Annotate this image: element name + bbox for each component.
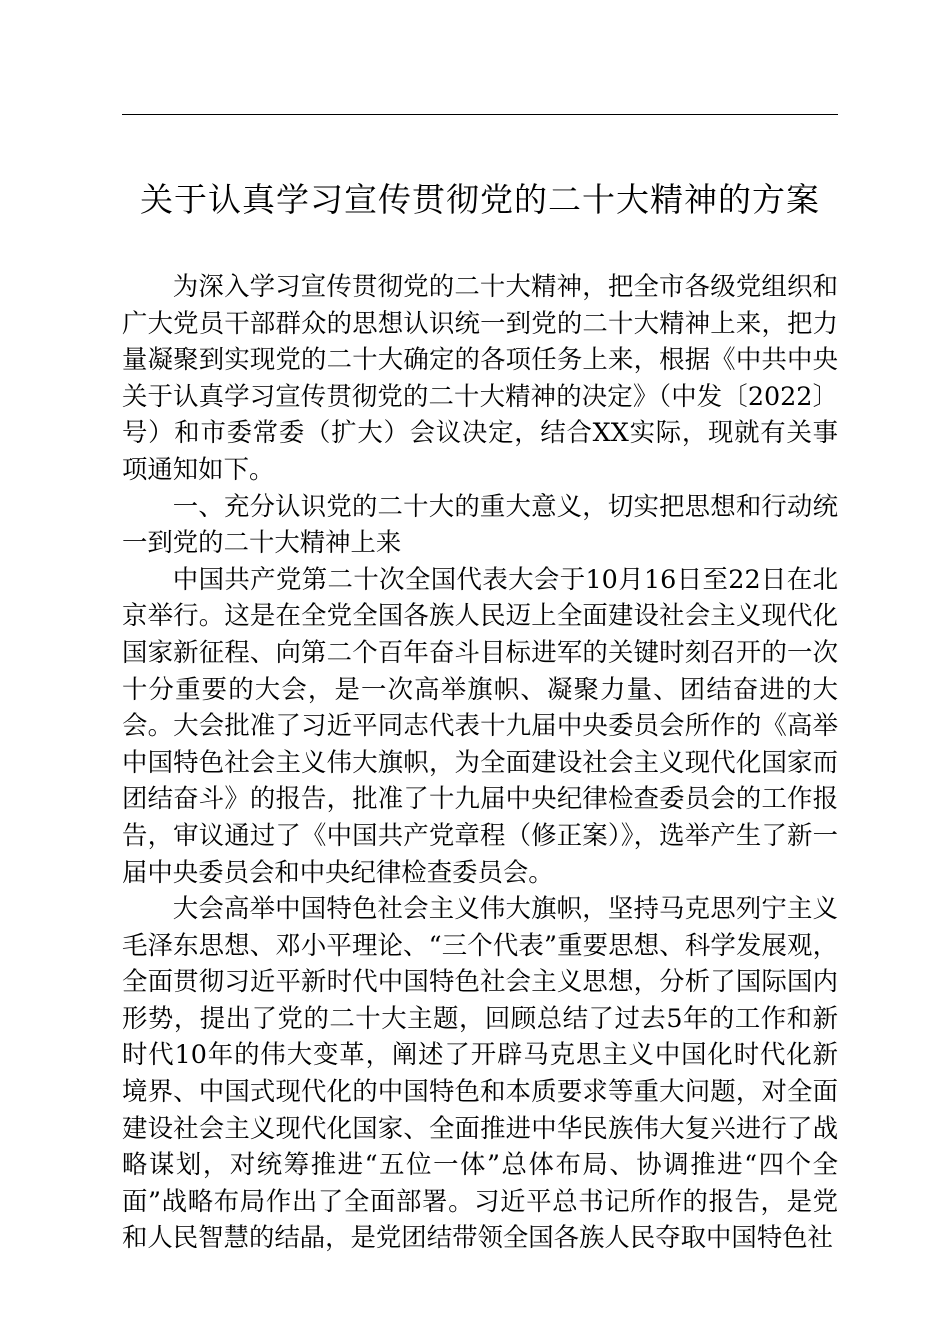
- document-body: [122, 268, 838, 1256]
- section-heading: 一、充分认识党的二十大的重大意义，切实把思想和行动统一到党的二十大精神上来: [122, 490, 838, 558]
- body-paragraph: 中国共产党第二十次全国代表大会于10月16日至22日在北京举行。这是在全党全国各族人民迈上全面建设社会主义现代化国家新征程、向第二个百年奋斗目标进军的关键时刻召开的一次十分重要的大会，是一次高举旗帜、凝聚力量、团结奋进的大会。大会批准了习近平同志代表十九届中央委员会所作的《高举中国特色社会主义伟大旗帜，为全面建设社会主义现代化国家而团结奋斗》的报告，批准了十九届中央纪律检查委员会的工作报告，审议通过了《中国共产党章程（修正案）》，选举产生了新一届中央委员会和中央纪律检查委员会。: [122, 563, 838, 887]
- intro-paragraph: 为深入学习宣传贯彻党的二十大精神，把全市各级党组织和广大党员干部群众的思想认识统一到党的二十大精神上来，把力量凝聚到实现党的二十大确定的各项任务上来，根据《中共中央关于认真学习宣传贯彻党的二十大精神的决定》（中发〔2022〕号）和市委常委（扩大）会议决定，结合XX实际，现就有关事项通知如下。: [122, 271, 838, 484]
- body-paragraph: 大会高举中国特色社会主义伟大旗帜，坚持马克思列宁主义毛泽东思想、邓小平理论、“三个代表”重要思想、科学发展观，全面贯彻习近平新时代中国特色社会主义思想，分析了国际国内形势，提出了党的二十大主题，回顾总结了过去5年的工作和新时代10年的伟大变革，阐述了开辟马克思主义中国化时代化新境界、中国式现代化的中国特色和本质要求等重大问题，对全面建设社会主义现代化国家、全面推进中华民族伟大复兴进行了战略谋划，对统筹推进“五位一体”总体布局、协调推进“四个全面”战略布局作出了全面部署。习近平总书记所作的报告，是党和人民智慧的结晶，是党团结带领全国各族人民夺取中国特色社: [122, 893, 838, 1253]
- document-title: 关于认真学习宣传贯彻党的二十大精神的方案: [140, 180, 820, 219]
- header-rule: [122, 114, 838, 115]
